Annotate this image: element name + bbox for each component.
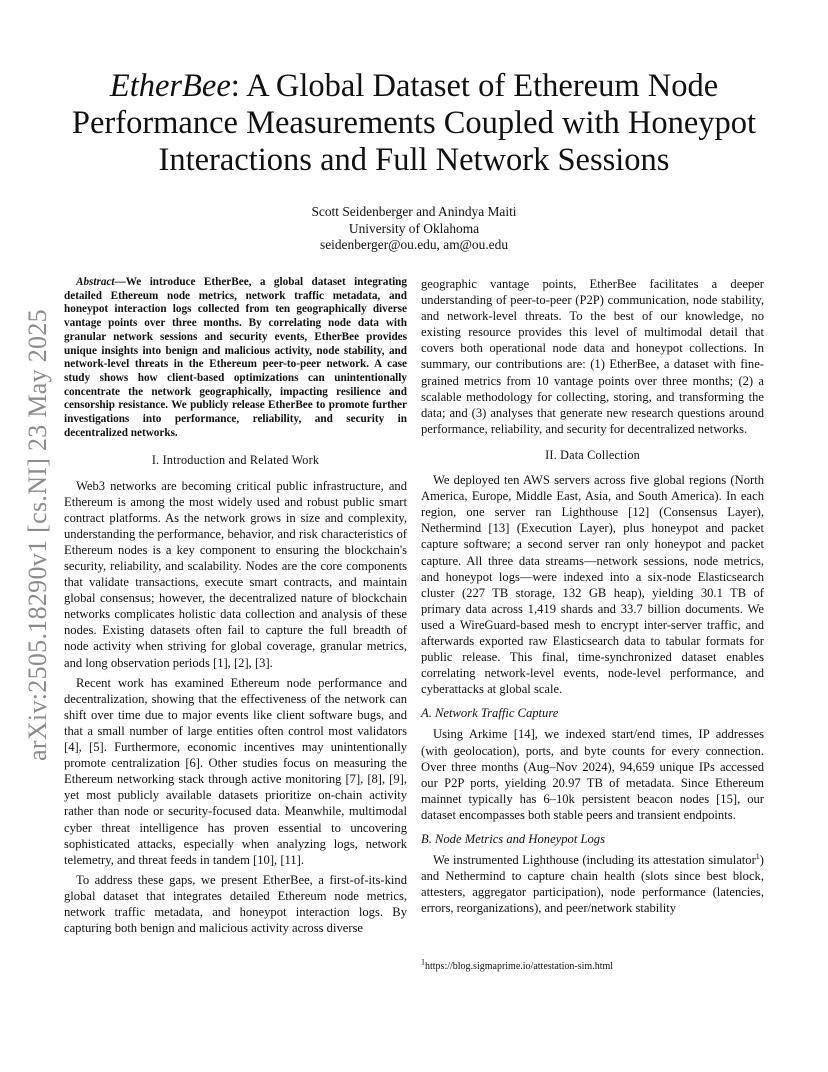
data-paragraph-2: Using Arkime [14], we indexed start/end times, IP addresses (with geolocation), ports, and byte counts for every connection. Over three months (Aug–Nov 2024), 94,659 unique IPs accessed our P2P ports, yielding 20.97 TB of metadata. Since Ethereum mainnet typically has 6–10k persistent beacon nodes [15], our dataset encompasses both stable peers and transient endpoints. [421, 727, 764, 822]
subsection-heading-node-metrics: B. Node Metrics and Honeypot Logs [421, 832, 605, 846]
data-paragraph-3 [421, 852, 764, 916]
author-block [60, 204, 768, 254]
intro-paragraph-2: Recent work has examined Ethereum node performance and decentralization, showing that the effectiveness of the network can shift over time due to major events like client software bugs, and that a small number of large entities often control most validators [4], [5]. Furthermore, economic incentives may unintentionally promote centralization [6]. Other studies focus on measuring the Ethereum networking stack through active monitoring [7], [8], [9], yet most publicly available datasets prioritize on-chain activity rather than node or security-focused data. Meanwhile, multimodal cyber threat intelligence has proven essential to uncovering sophisticated attacks, especially when analyzing logs, network telemetry, and threat feeds in tandem [10], [11]. [64, 675, 407, 867]
footnote-reference: 1 [755, 851, 760, 861]
footnote-link[interactable]: https://blog.sigmaprime.io/attestation-sim.html [425, 961, 614, 972]
title-rest: : A Global Dataset of Ethereum Node Performance Measurements Coupled with Honeypot Interactions and Full Network Sessions [71, 68, 757, 178]
footnote [421, 957, 764, 972]
abstract-text: —We introduce EtherBee, a global dataset integrating detailed Ethereum node metrics, network traffic metadata, and honeypot interaction logs collected from ten geographically diverse vantage points over three months. By correlating node data with granular network sessions and security events, EtherBee provides unique insights into benign and malicious activity, node stability, and network-level threats in the Ethereum peer-to-peer network. A case study shows how client-based optimizations can unintentionally concentrate the network geographically, impacting resilience and censorship resistance. We publicly release EtherBee to promote further investigations into performance, reliability, and security in decentralized networks. [64, 276, 407, 439]
author-names: Scott Seidenberger and Anindya Maiti [311, 204, 517, 219]
abstract [64, 276, 407, 440]
paper-title [60, 68, 768, 179]
footnote-mark: 1 [421, 957, 425, 967]
right-column [421, 276, 764, 920]
author-affiliation: University of Oklahoma [348, 220, 480, 236]
subsection-heading-network-traffic: A. Network Traffic Capture [421, 706, 559, 721]
title-dataset-name: EtherBee [109, 68, 231, 104]
intro-paragraph-3: To address these gaps, we present EtherBee, a first-of-its-kind global dataset that integrates detailed Ethereum node metrics, network traffic metadata, and honeypot interaction logs. By capturing both benign and malicious activity across diverse [64, 872, 407, 936]
arxiv-identifier [18, 300, 58, 770]
section-heading-introduction: I. Introduction and Related Work [151, 453, 320, 468]
arxiv-identifier-text: arXiv:2505.18290v1 [cs.NI] 23 May 2025 [23, 309, 52, 761]
intro-paragraph-3-continued: geographic vantage points, EtherBee facilitates a deeper understanding of peer-to-peer (P2P) communication, node stability, and network-level threats. To the best of our knowledge, no existing resource provides this level of multimodal detail that covers both operational node data and honeypot collections. In summary, our contributions are: (1) EtherBee, a dataset with fine-grained metrics from 10 vantage points over three months; (2) a scalable methodology for collecting, storing, and transforming the data; and (3) analyses that generate new research questions around performance, reliability, and security for decentralized networks. [421, 277, 764, 436]
intro-paragraph-1: Web3 networks are becoming critical public infrastructure, and Ethereum is among the most widely used and robust public smart contract platforms. As the network grows in size and complexity, understanding the performance, behavior, and risk characteristics of Ethereum nodes is a key component to ensuring the blockchain's security, reliability, and scalability. Nodes are the core components that validate transactions, execute smart contracts, and maintain global consensus; however, the decentralized nature of blockchain networks complicates holistic data collection and analysis of these nodes. Existing datasets often fail to capture the full breadth of node activity when striving for global coverage, granular metrics, and long observation periods [1], [2], [3]. [64, 478, 407, 670]
data-paragraph-3-end: ) and Nethermind to capture chain health (slots since best block, attesters, aggregator participation), node performance (latencies, errors, reorganizations), and peer/network stability [421, 853, 764, 916]
data-paragraph-1: We deployed ten AWS servers across five global regions (North America, Europe, Middle East, Asia, and South America). In each region, one server ran Lighthouse [12] (Consensus Layer), Nethermind [13] (Execution Layer), plus honeypot and packet capture software; a second server ran only honeypot and packet capture. All three data streams—network sessions, node metrics, and honeypot logs—were indexed into a six-node Elasticsearch cluster (227 TB storage, 132 GB heap), yielding 30.1 TB of primary data across 1,419 shards and 33.7 billion documents. We used a WireGuard-based mesh to encrypt inter-server traffic, and afterwards exported raw Elasticsearch data to tabular formats for public release. This final, time-synchronized dataset enables correlating network-level events, node-level performance, and cyberattacks at global scale. [421, 473, 764, 697]
author-emails: seidenberger@ou.edu, am@ou.edu [319, 237, 509, 252]
data-paragraph-3-start: We instrumented Lighthouse (including its attestation simulator [433, 853, 756, 868]
section-heading-data-collection: II. Data Collection [545, 447, 640, 462]
left-column [64, 276, 407, 940]
abstract-lead: Abstract [76, 276, 115, 288]
